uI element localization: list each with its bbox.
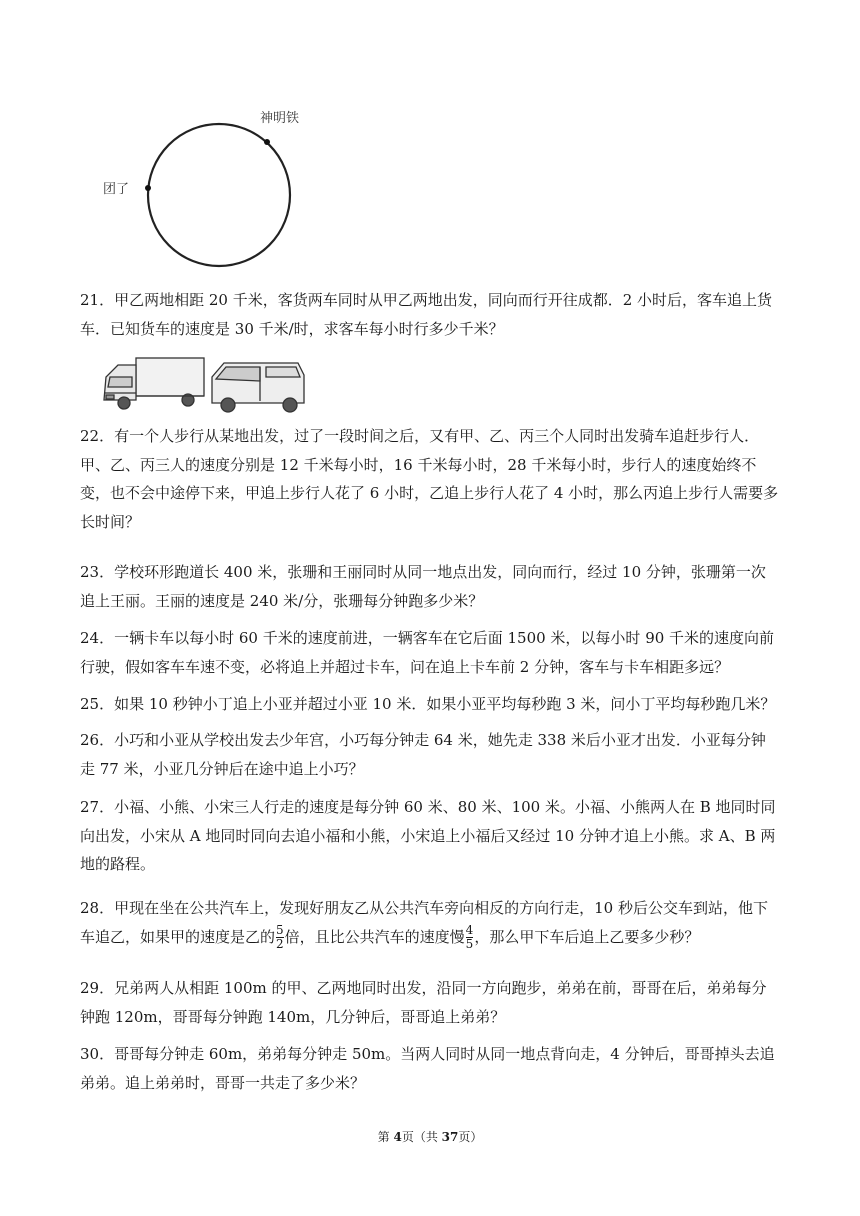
question-number: 23． [80,563,115,581]
footer-mid: 页（共 [401,1130,442,1144]
question-text: 学校环形跑道长 400 米，张珊和王丽同时从同一地点出发，同向而行，经过 10 分钟，张珊第一次追上王丽。王丽的速度是 240 米/分，张珊每分钟跑多少米？ [80,563,766,610]
question-number: 26． [80,731,115,749]
page-footer [0,1128,860,1145]
truck-icon [104,358,204,409]
question-28 [80,894,780,951]
question-number: 30． [80,1045,115,1063]
question-26 [80,726,780,783]
question-text: 一辆卡车以每小时 60 千米的速度前进，一辆客车在它后面 1500 米，以每小时 90 千米的速度向前行驶，假如客车车速不变，必将追上并超过卡车，问在追上卡车前 2 分钟，客车与卡车相距多远？ [80,629,775,676]
question-27 [80,793,780,879]
question-number: 22． [80,427,115,445]
question-number: 21． [80,291,115,309]
question-number: 27． [80,798,115,816]
question-text-part-a: 甲现在坐在公共汽车上，发现好朋友乙从公共汽车旁向相反的方向行走，10 秒后公交车到站，他下车追乙，如果甲的速度是乙的 [80,899,768,946]
circle-label-top: 神明铁 [260,111,300,126]
fraction-denominator: 5 [465,937,474,951]
fraction-denominator: 2 [276,937,284,951]
question-21 [80,286,780,343]
question-number: 29． [80,979,115,997]
question-text: 小巧和小亚从学校出发去少年宫，小巧每分钟走 64 米，她先走 338 米后小亚才出发．小亚每分钟走 77 米，小亚几分钟后在途中追上小巧？ [80,731,766,778]
question-text: 如果 10 秒钟小丁追上小亚并超过小亚 10 米．如果小亚平均每秒跑 3 米，问小丁平均每秒跑几米？ [114,695,776,713]
footer-suffix: 页） [458,1130,483,1144]
question-number: 28． [80,899,115,917]
question-text: 兄弟两人从相距 100m 的甲、乙两地同时出发，沿同一方向跑步，弟弟在前，哥哥在后，弟弟每分钟跑 120m，哥哥每分钟跑 140m，几分钟后，哥哥追上弟弟？ [80,979,767,1026]
truck-and-van-figure [100,355,310,415]
fraction-numerator: 4 [465,923,474,937]
question-text-part-c: ，那么甲下车后追上乙要多少秒？ [474,927,700,946]
question-number: 24． [80,629,115,647]
circle-track-figure [100,100,300,280]
fraction-five-halves [276,924,284,951]
footer-page-number: 4 [393,1130,402,1144]
footer-prefix: 第 [377,1130,394,1144]
question-text-part-b: 倍，且比公共汽车的速度慢 [284,927,465,946]
footer-total-pages: 37 [441,1130,459,1144]
question-30 [80,1040,780,1097]
fraction-numerator: 5 [276,923,284,937]
question-number: 25． [80,695,115,713]
van-icon [212,363,304,412]
question-24 [80,624,780,681]
question-text: 甲乙两地相距 20 千米，客货两车同时从甲乙两地出发，同向而行开往成都．2 小时后，客车追上货车．已知货车的速度是 30 千米/时，求客车每小时行多少千米？ [80,291,773,338]
circle-label-left: 团了 [103,182,130,197]
question-29 [80,974,780,1031]
question-25 [80,690,780,719]
question-text: 小福、小熊、小宋三人行走的速度是每分钟 60 米、80 米、100 米。小福、小熊两人在 B 地同时同向出发，小宋从 A 地同时同向去追小福和小熊，小宋追上小福后又经过 10 分钟才追上小熊。求 A、B 两地的路程。 [80,798,776,873]
question-22 [80,422,780,536]
question-23 [80,558,780,615]
question-text: 哥哥每分钟走 60m，弟弟每分钟走 50m。当两人同时从同一地点背向走，4 分钟后，哥哥掉头去追弟弟。追上弟弟时，哥哥一共走了多少米？ [80,1045,775,1092]
question-text: 有一个人步行从某地出发，过了一段时间之后，又有甲、乙、丙三个人同时出发骑车追赶步行人．甲、乙、丙三人的速度分别是 12 千米每小时，16 千米每小时，28 千米每小时，步行人的速度始终不变，也不会中途停下来，甲追上步行人花了 6 小时，乙追上步行人花了 4 小时，那么丙追上步行人需要多长时间？ [80,427,779,531]
fraction-four-fifths [466,924,474,951]
